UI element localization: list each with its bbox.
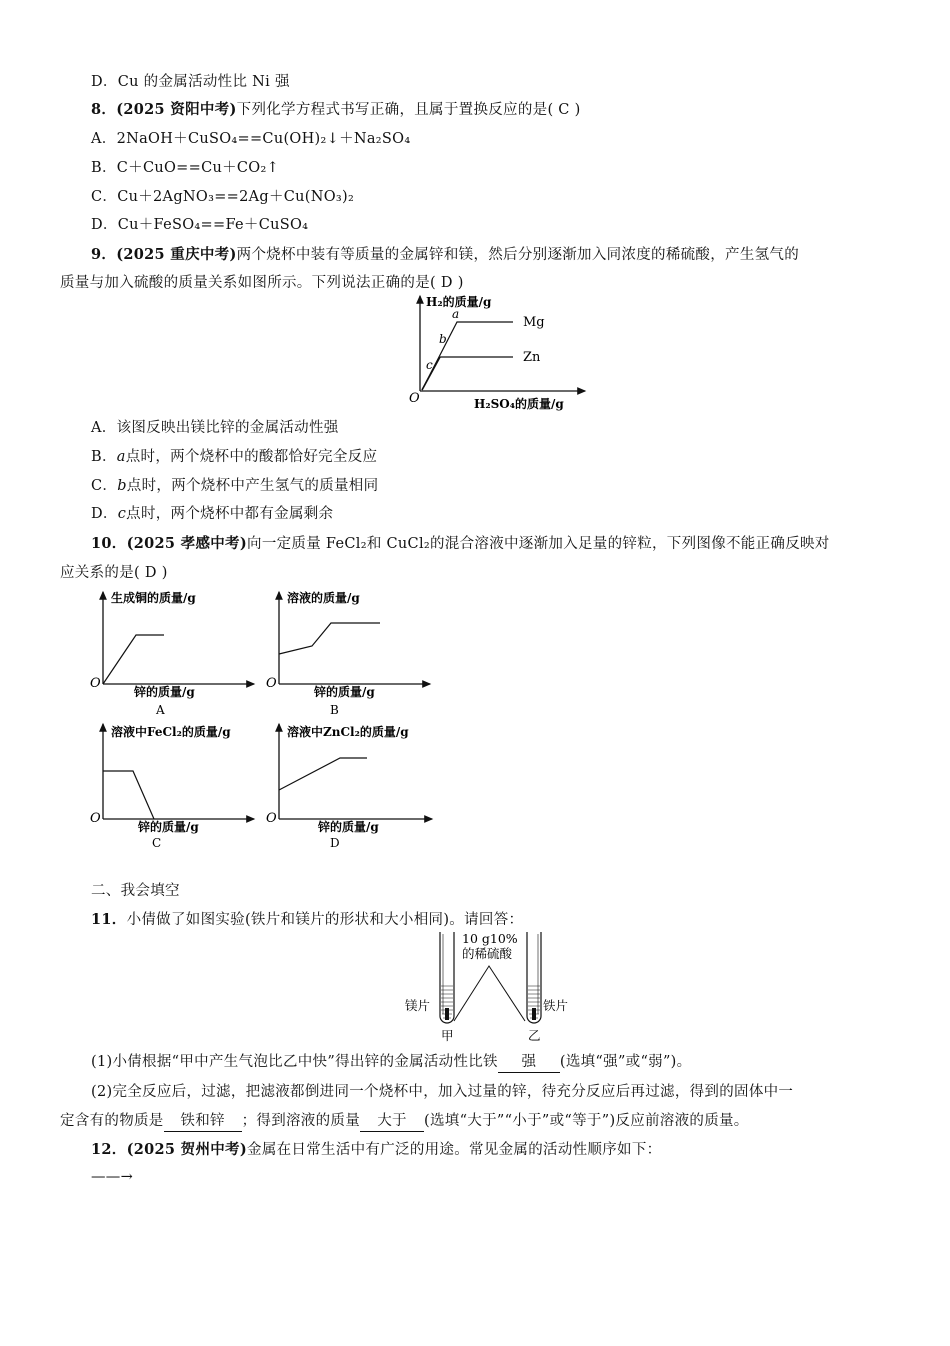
- q10a-x-label: 锌的质量/g: [134, 685, 195, 699]
- q9-option-a: A．该图反映出镁比锌的金属活动性强: [91, 420, 339, 436]
- q9-option-b: [91, 447, 377, 467]
- q10-graph-a: [86, 586, 256, 718]
- q9-text1: 两个烧杯中装有等质量的金属锌和镁，然后分别逐渐加入同浓度的稀硫酸，产生氢气的: [236, 247, 800, 263]
- q10-graph-d: [262, 718, 434, 852]
- q9-stem-line2: 质量与加入硫酸的质量关系如图所示。下列说法正确的是( D ): [60, 275, 464, 291]
- q10d-x-label: 锌的质量/g: [318, 820, 379, 834]
- q11-number: 11．: [91, 911, 127, 928]
- q9-y-label: H₂的质量/g: [426, 295, 492, 309]
- q11-part1-text-b: (选填“强”或“弱”)。: [559, 1054, 692, 1070]
- q10-stem-line2: 应关系的是( D ): [60, 565, 168, 581]
- q9-mg-line: [422, 322, 513, 390]
- q9-option-d: [91, 504, 333, 524]
- q9-point-b: b: [439, 332, 447, 346]
- q11-answer-3: 大于: [360, 1111, 424, 1132]
- q10d-curve: [279, 758, 367, 790]
- q8-number: 8．: [91, 101, 117, 118]
- q10a-caption: A: [156, 703, 165, 717]
- q9-source: (2025 重庆中考): [116, 246, 237, 263]
- q7-option-d: D．Cu 的金属活动性比 Ni 强: [91, 74, 290, 90]
- q9-series-zn: Zn: [523, 350, 541, 365]
- q10-number: 10．: [91, 535, 127, 552]
- q10c-origin: O: [90, 811, 101, 826]
- q10-graph-b: [262, 586, 432, 718]
- q12-number: 12．: [91, 1141, 127, 1158]
- q9-option-c-var: b: [117, 478, 127, 494]
- q9-option-c: [91, 476, 378, 496]
- q9-option-d-text: 点时，两个烧杯中都有金属剩余: [126, 506, 334, 522]
- q11-part1: [91, 1052, 691, 1073]
- q11-part2-line1: (2)完全反应后，过滤，把滤液都倒进同一个烧杯中，加入过量的锌，待充分反应后再过滤，得到的固体中一: [91, 1084, 794, 1100]
- q10-stem-line1: [91, 534, 830, 554]
- q10c-y-label: 溶液中FeCl₂的质量/g: [111, 725, 231, 739]
- q9-origin: O: [409, 391, 420, 406]
- q8-option-c: C．Cu＋2AgNO₃==2Ag＋Cu(NO₃)₂: [91, 189, 355, 205]
- q10d-origin: O: [266, 811, 277, 826]
- q9-point-c: c: [426, 358, 433, 372]
- q10b-origin: O: [266, 676, 277, 691]
- q10-source: (2025 孝感中考): [126, 535, 248, 552]
- q11-part2-text-c: ；得到溶液的质量: [241, 1113, 361, 1129]
- q11-magnesium-strip: [445, 1008, 449, 1020]
- q10a-curve: [103, 635, 164, 684]
- q8-source: (2025 资阳中考): [116, 101, 237, 118]
- q10d-caption: D: [330, 836, 340, 850]
- q11-right-label: 铁片: [543, 998, 569, 1013]
- q11-left-label: 镁片: [405, 998, 431, 1013]
- q11-figure: [400, 926, 585, 1044]
- q9-option-b-var: a: [116, 449, 126, 465]
- q10c-curve: [103, 771, 154, 819]
- q10b-caption: B: [330, 703, 339, 717]
- q10-graph-c: [86, 718, 256, 852]
- q11-iron-strip: [532, 1008, 536, 1020]
- q8-text: 下列化学方程式书写正确，且属于置换反应的是( C ): [236, 102, 581, 118]
- section-heading: 二、我会填空: [91, 883, 180, 899]
- q10c-x-label: 锌的质量/g: [138, 820, 199, 834]
- q9-option-d-var: c: [117, 506, 127, 522]
- q11-pointer-lines: [454, 966, 525, 1021]
- q11-part2-text-d: (选填“大于”“小于”或“等于”)反应前溶液的质量。: [424, 1113, 749, 1129]
- q10d-y-label: 溶液中ZnCl₂的质量/g: [287, 725, 409, 739]
- q10a-y-label: 生成铜的质量/g: [111, 591, 196, 605]
- q9-x-label: H₂SO₄的质量/g: [474, 397, 564, 411]
- q10b-y-label: 溶液的质量/g: [287, 591, 360, 605]
- q9-option-b-prefix: B．: [91, 449, 117, 465]
- q9-stem-line1: [91, 245, 799, 265]
- q8-option-a: A．2NaOH＋CuSO₄==Cu(OH)₂↓＋Na₂SO₄: [91, 131, 411, 147]
- q10b-curve: [279, 623, 380, 654]
- q10b-x-label: 锌的质量/g: [314, 685, 375, 699]
- q11-part2-text-b: 定含有的物质是: [60, 1113, 164, 1129]
- q11-part1-text-a: (1)小倩根据“甲中产生气泡比乙中快”得出锌的金属活动性比铁: [91, 1054, 498, 1070]
- q9-graph: [400, 290, 590, 415]
- q11-text: 小倩做了如图实验(铁片和镁片的形状和大小相同)。请回答：: [126, 912, 524, 928]
- q12-stem: [91, 1140, 661, 1160]
- q9-option-b-text: 点时，两个烧杯中的酸都恰好完全反应: [125, 449, 378, 465]
- q11-answer-1: 强: [498, 1052, 560, 1073]
- q10c-caption: C: [152, 836, 162, 850]
- q9-series-mg: Mg: [523, 315, 545, 330]
- q11-acid-line1: 10 g10%: [462, 931, 518, 946]
- q11-part2-line2: [60, 1111, 749, 1132]
- q9-option-c-text: 点时，两个烧杯中产生氢气的质量相同: [126, 478, 379, 494]
- q12-text: 金属在日常生活中有广泛的用途。常见金属的活动性顺序如下：: [247, 1142, 662, 1158]
- q11-right-tube-label: 乙: [528, 1028, 541, 1043]
- q11-left-tube-label: 甲: [441, 1028, 454, 1043]
- q8-stem: [91, 100, 581, 120]
- q9-option-d-prefix: D．: [91, 506, 118, 522]
- q9-point-a: a: [452, 307, 460, 321]
- q10-text1: 向一定质量 FeCl₂和 CuCl₂的混合溶液中逐渐加入足量的锌粒，下列图像不能正确反映对: [247, 536, 830, 552]
- q12-arrow: ——→: [91, 1169, 134, 1185]
- q8-option-d: D．Cu＋FeSO₄==Fe＋CuSO₄: [91, 217, 309, 233]
- q9-number: 9．: [91, 246, 117, 263]
- q10a-origin: O: [90, 676, 101, 691]
- q9-option-c-prefix: C．: [91, 478, 118, 494]
- q11-answer-2: 铁和锌: [164, 1111, 242, 1132]
- q12-source: (2025 贺州中考): [126, 1141, 248, 1158]
- q8-option-b: B．C＋CuO==Cu＋CO₂↑: [91, 160, 280, 176]
- q11-acid-line2: 的稀硫酸: [462, 946, 513, 961]
